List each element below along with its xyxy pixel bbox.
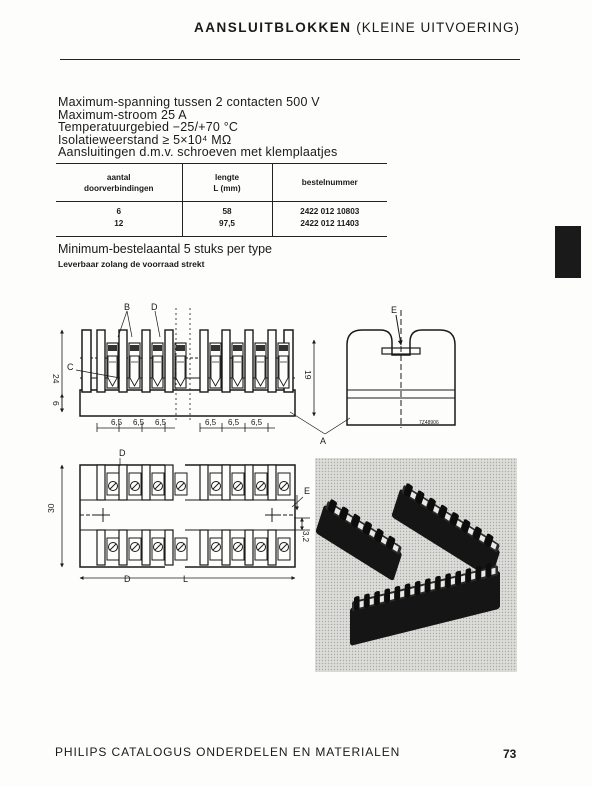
plan-view bbox=[80, 458, 295, 572]
terminal-cell bbox=[119, 530, 141, 565]
title-rest: (KLEINE UITVOERING) bbox=[356, 20, 520, 35]
dim-30: 30 bbox=[46, 503, 56, 513]
label-c: C bbox=[67, 362, 74, 372]
page-title bbox=[60, 20, 520, 35]
label-d: D bbox=[151, 302, 158, 312]
label-e: E bbox=[391, 305, 398, 315]
page-number: 73 bbox=[503, 747, 517, 761]
terminal-cell bbox=[97, 530, 119, 565]
order-table bbox=[56, 163, 387, 237]
leader-lines bbox=[76, 311, 350, 507]
spec-temperature: Temperatuurgebied −25/+70 °C bbox=[58, 120, 239, 134]
spec-connections: Aansluitingen d.m.v. schroeven met klemplaatjes bbox=[58, 145, 338, 159]
terminal-cell bbox=[268, 465, 290, 500]
catalogue-footer: PHILIPS CATALOGUS ONDERDELEN EN MATERIALEN bbox=[55, 745, 401, 759]
terminal-post bbox=[142, 330, 163, 392]
label-d-bottom: D bbox=[124, 574, 131, 584]
table-row bbox=[56, 202, 387, 219]
dim-32: 3,2 bbox=[301, 531, 310, 543]
spec-insulation: Isolatieweerstand ≥ 5×10⁴ MΩ bbox=[58, 132, 232, 147]
table-cell: 6 bbox=[116, 207, 122, 216]
spec-voltage: Maximum-spanning tussen 2 contacten 500 V bbox=[58, 95, 320, 109]
pitch-label: 6,5 bbox=[251, 418, 263, 427]
terminal-cell bbox=[245, 465, 267, 500]
terminal-cell bbox=[222, 465, 244, 500]
side-view bbox=[80, 330, 295, 416]
end-view bbox=[347, 310, 455, 428]
table-cell: 2422 012 10803 bbox=[272, 202, 387, 219]
terminal-cell bbox=[97, 465, 119, 500]
terminal-cell bbox=[142, 530, 164, 565]
pitch-label: 6,5 bbox=[205, 418, 217, 427]
terminal-post bbox=[222, 330, 243, 392]
terminal-post bbox=[119, 330, 140, 392]
pitch-label: 6,5 bbox=[133, 418, 145, 427]
table-row bbox=[56, 218, 387, 237]
table-header: lengte L (mm) bbox=[182, 164, 272, 202]
terminal-cell bbox=[222, 530, 244, 565]
pitch-label: 6,5 bbox=[155, 418, 167, 427]
terminal-row bbox=[97, 330, 289, 392]
terminal-cell bbox=[200, 465, 222, 500]
terminal-cell bbox=[245, 530, 267, 565]
table-cell: 97,5 bbox=[182, 218, 272, 237]
table-header: bestelnummer bbox=[272, 164, 387, 202]
title-bold: AANSLUITBLOKKEN bbox=[193, 20, 352, 35]
min-order-note: Minimum-bestelaantal 5 stuks per type bbox=[58, 242, 272, 256]
label-e-plan: E bbox=[304, 486, 311, 496]
pitch-label: 6,5 bbox=[111, 418, 123, 427]
availability-note: Leverbaar zolang de voorraad strekt bbox=[58, 259, 205, 269]
label-l: L bbox=[183, 574, 189, 584]
section-tab bbox=[555, 226, 581, 278]
dim-6: 6 bbox=[51, 401, 61, 406]
dim-19: 19 bbox=[303, 370, 313, 380]
terminal-post bbox=[165, 330, 186, 392]
table-cell: 2422 012 11403 bbox=[272, 218, 387, 237]
terminal-grid bbox=[97, 465, 290, 565]
table-cell: 58 bbox=[182, 202, 272, 219]
terminal-cell bbox=[119, 465, 141, 500]
terminal-cell bbox=[142, 465, 164, 500]
terminal-post bbox=[245, 330, 266, 392]
table-cell: 12 bbox=[114, 219, 124, 228]
label-b: B bbox=[124, 302, 131, 312]
product-photo bbox=[315, 458, 517, 672]
label-a: A bbox=[320, 436, 327, 446]
terminal-post bbox=[200, 330, 221, 392]
title-rule bbox=[60, 59, 520, 60]
terminal-cell bbox=[268, 530, 290, 565]
terminal-post bbox=[97, 330, 118, 392]
pitch-label: 6,5 bbox=[228, 418, 240, 427]
terminal-cell bbox=[200, 530, 222, 565]
label-d-plan: D bbox=[119, 448, 126, 458]
table-header: aantal doorverbindingen bbox=[83, 172, 154, 193]
spec-list bbox=[58, 96, 337, 159]
spec-current: Maximum-stroom 25 A bbox=[58, 107, 187, 122]
drawing-code: 7Z48906 bbox=[419, 420, 439, 426]
table-header-row bbox=[56, 164, 387, 202]
dim-24: 24 bbox=[51, 374, 61, 384]
